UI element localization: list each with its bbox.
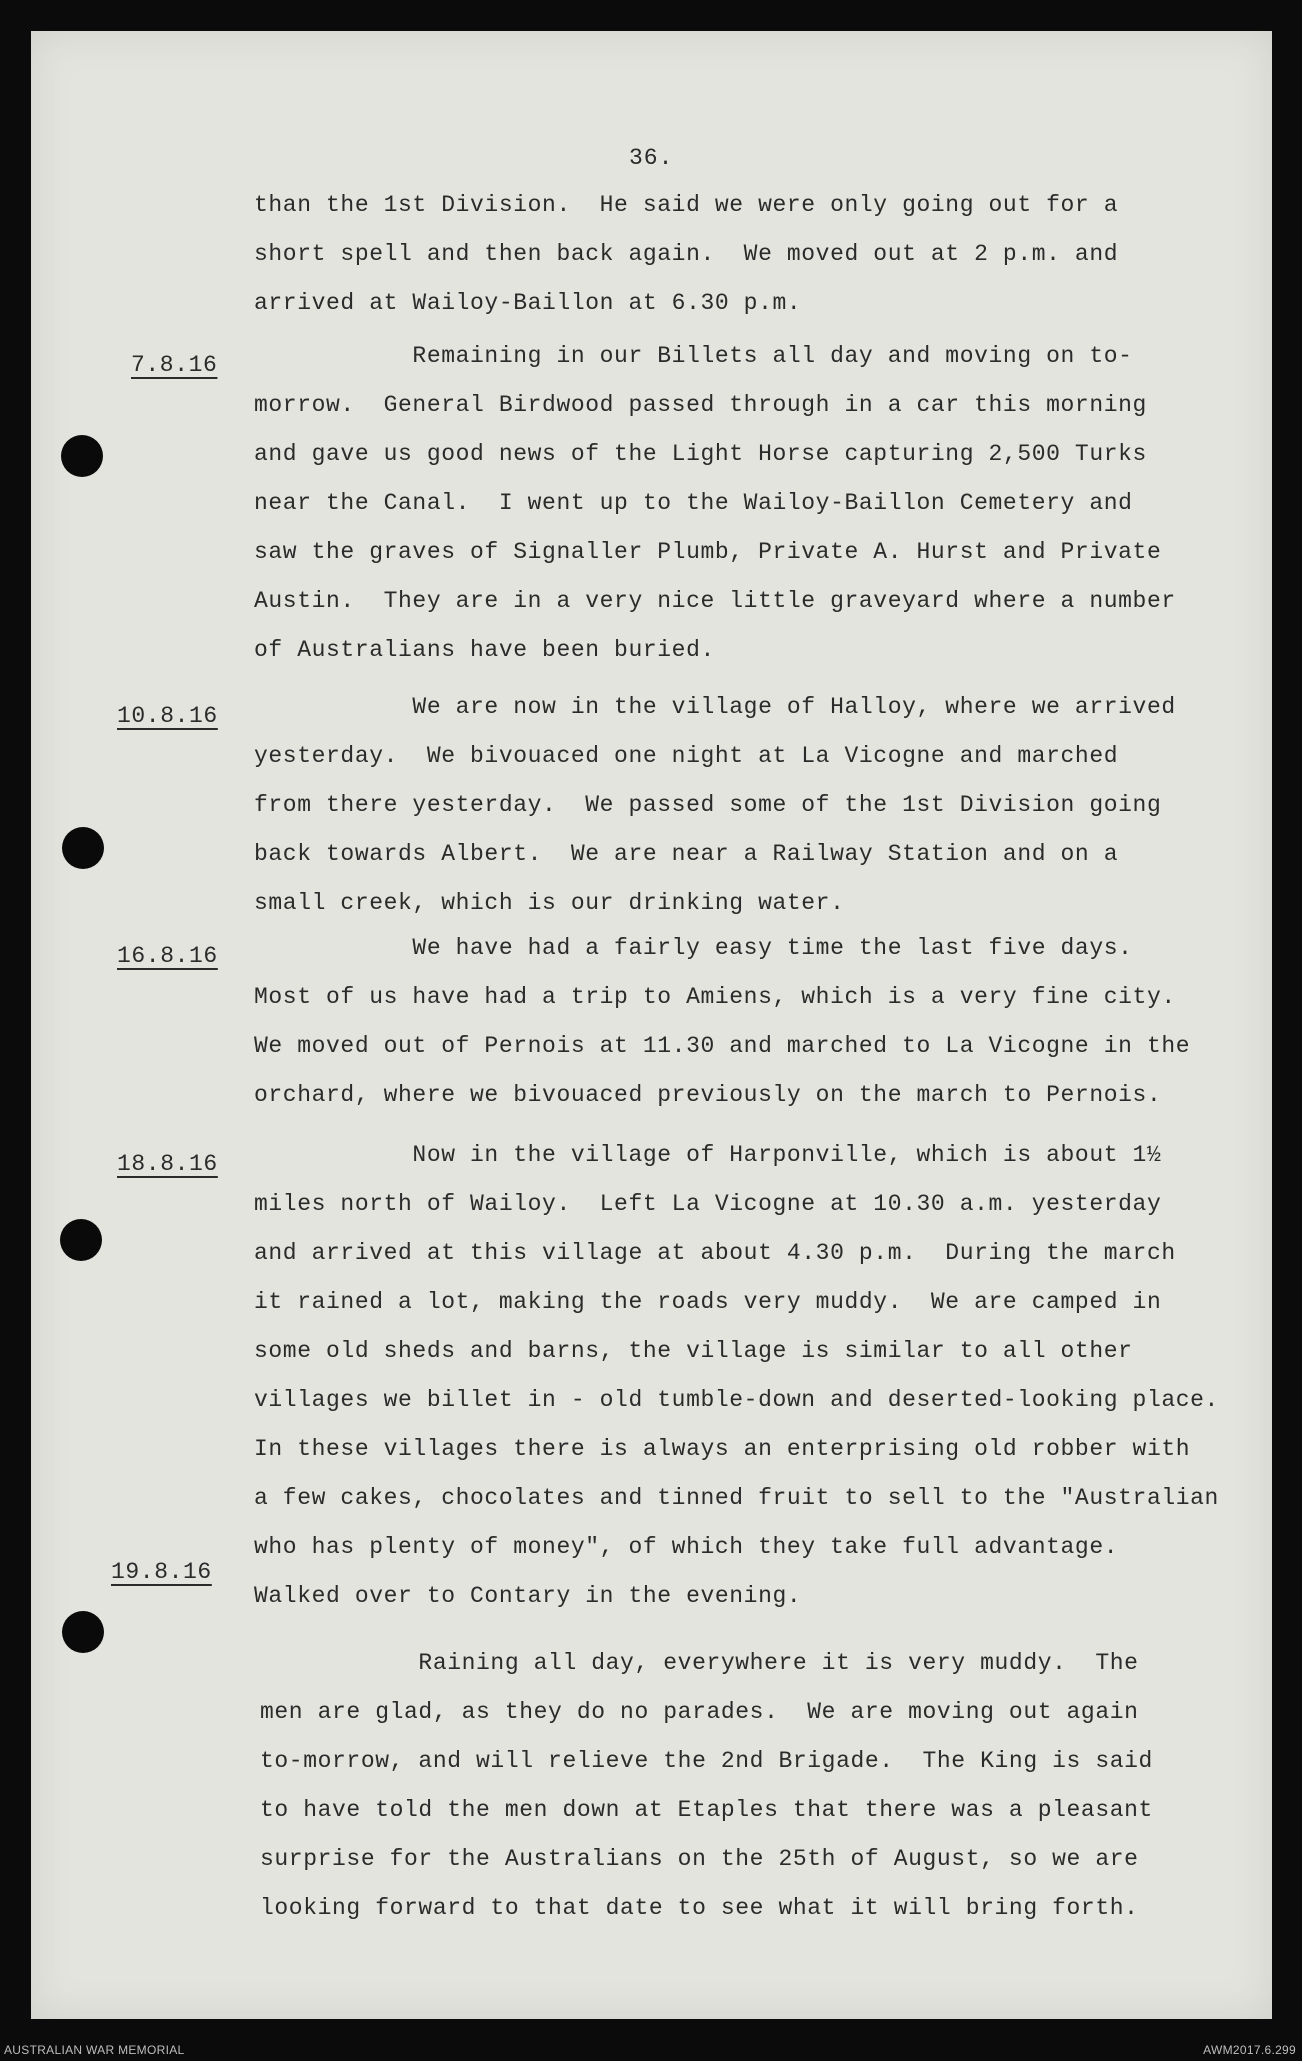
punch-hole xyxy=(62,1611,104,1653)
text-line: Austin. They are in a very nice little graveyard where a number xyxy=(254,588,1176,614)
text-line: Walked over to Contary in the evening. xyxy=(254,1583,802,1609)
text-line: looking forward to that date to see what it will bring forth. xyxy=(260,1895,1139,1921)
text-line: Most of us have had a trip to Amiens, which is a very fine city. xyxy=(254,984,1176,1010)
text-line: In these villages there is always an enterprising old robber with xyxy=(254,1436,1191,1462)
text-line: back towards Albert. We are near a Railway Station and on a xyxy=(254,841,1119,867)
text-line: near the Canal. I went up to the Wailoy-Baillon Cemetery and xyxy=(254,490,1133,516)
text-line: miles north of Wailoy. Left La Vicogne at 10.30 a.m. yesterday xyxy=(254,1191,1162,1217)
text-line: to-morrow, and will relieve the 2nd Brigade. The King is said xyxy=(260,1748,1153,1774)
text-line: from there yesterday. We passed some of the 1st Division going xyxy=(254,792,1162,818)
entry-date: 18.8.16 xyxy=(117,1151,218,1177)
text-line: who has plenty of money", of which they take full advantage. xyxy=(254,1534,1119,1560)
text-line: morrow. General Birdwood passed through in a car this morning xyxy=(254,392,1147,418)
text-line: a few cakes, chocolates and tinned fruit to sell to the "Australian xyxy=(254,1485,1219,1511)
text-line: yesterday. We bivouaced one night at La Vicogne and marched xyxy=(254,743,1119,769)
text-line: Raining all day, everywhere it is very muddy. The xyxy=(260,1650,1139,1676)
text-line: saw the graves of Signaller Plumb, Private A. Hurst and Private xyxy=(254,539,1162,565)
text-line: We have had a fairly easy time the last five days. xyxy=(254,935,1133,961)
entry-date: 7.8.16 xyxy=(131,352,218,378)
entry-date: 19.8.16 xyxy=(111,1559,212,1585)
text-line: We moved out of Pernois at 11.30 and marched to La Vicogne in the xyxy=(254,1033,1191,1059)
text-line: and gave us good news of the Light Horse capturing 2,500 Turks xyxy=(254,441,1147,467)
footer-reference: AWM2017.6.299 xyxy=(1203,2043,1296,2057)
text-line: We are now in the village of Halloy, where we arrived xyxy=(254,694,1176,720)
text-line: Remaining in our Billets all day and moving on to- xyxy=(254,343,1133,369)
document-page xyxy=(31,31,1272,2019)
text-line: and arrived at this village at about 4.30 p.m. During the march xyxy=(254,1240,1176,1266)
punch-hole xyxy=(60,1219,102,1261)
text-line: villages we billet in - old tumble-down and deserted-looking place. xyxy=(254,1387,1219,1413)
text-line: to have told the men down at Etaples that there was a pleasant xyxy=(260,1797,1153,1823)
text-line: Now in the village of Harponville, which is about 1½ xyxy=(254,1142,1162,1168)
text-line: short spell and then back again. We moved out at 2 p.m. and xyxy=(254,241,1119,267)
text-line: arrived at Wailoy-Baillon at 6.30 p.m. xyxy=(254,290,802,316)
text-line: of Australians have been buried. xyxy=(254,637,715,663)
text-line: men are glad, as they do no parades. We are moving out again xyxy=(260,1699,1139,1725)
text-line: some old sheds and barns, the village is similar to all other xyxy=(254,1338,1133,1364)
punch-hole xyxy=(61,435,103,477)
entry-date: 16.8.16 xyxy=(117,943,218,969)
page-number: 36. xyxy=(629,145,674,171)
entry-date: 10.8.16 xyxy=(117,703,218,729)
text-line: orchard, where we bivouaced previously on the march to Pernois. xyxy=(254,1082,1162,1108)
punch-hole xyxy=(62,827,104,869)
footer-institution: AUSTRALIAN WAR MEMORIAL xyxy=(4,2043,185,2057)
text-line: it rained a lot, making the roads very muddy. We are camped in xyxy=(254,1289,1162,1315)
text-line: than the 1st Division. He said we were only going out for a xyxy=(254,192,1119,218)
text-line: surprise for the Australians on the 25th of August, so we are xyxy=(260,1846,1139,1872)
text-line: small creek, which is our drinking water. xyxy=(254,890,845,916)
